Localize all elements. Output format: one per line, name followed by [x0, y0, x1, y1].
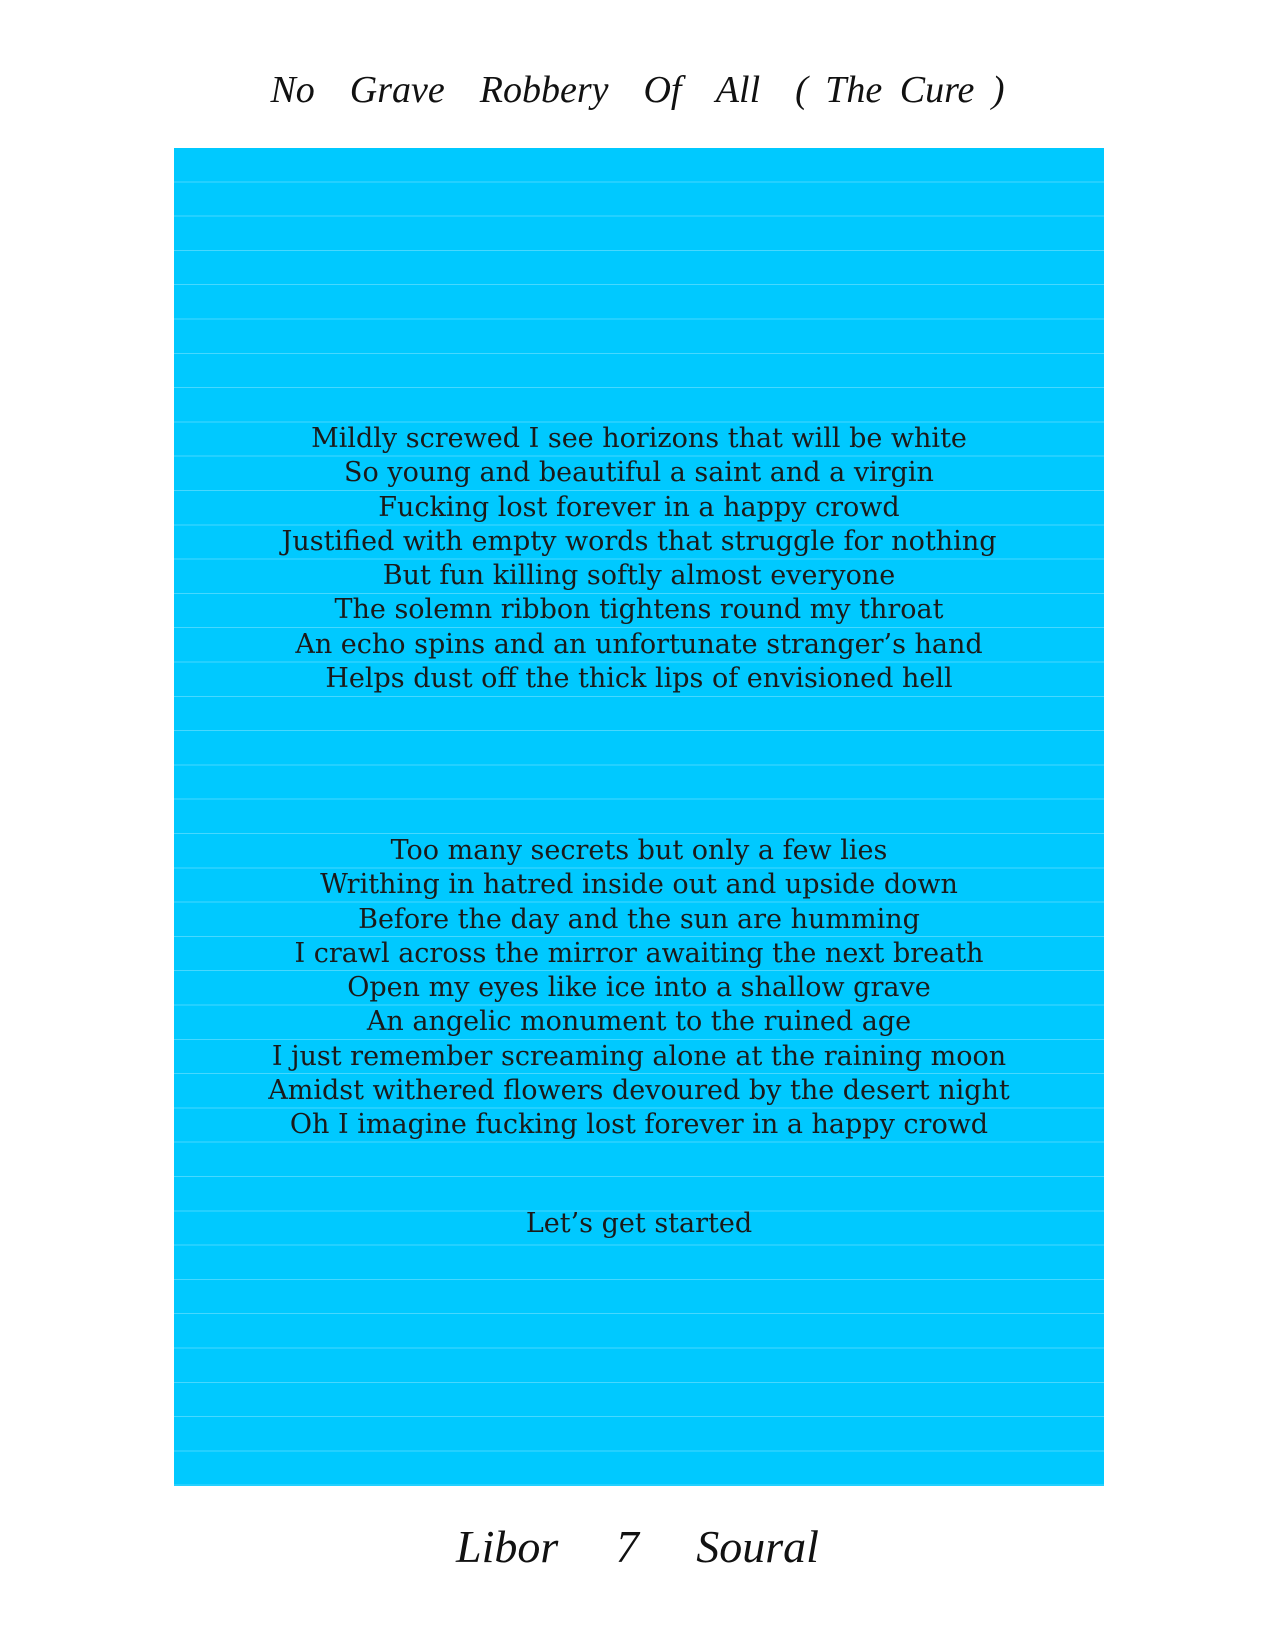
- poem-line: Writhing in hatred inside out and upside down: [320, 869, 958, 901]
- poem-line: I crawl across the mirror awaiting the next breath: [294, 937, 984, 969]
- stanza-2: [174, 834, 1104, 1143]
- poem-line: Fucking lost forever in a happy crowd: [378, 491, 900, 523]
- poem-panel: [174, 148, 1104, 1486]
- poem-line: Helps dust off the thick lips of envisioned hell: [325, 663, 953, 695]
- poem-line: So young and beautiful a saint and a virgin: [344, 457, 934, 489]
- poem-line: An angelic monument to the ruined age: [366, 1006, 912, 1038]
- poem-line: I just remember screaming alone at the raining moon: [271, 1040, 1007, 1072]
- poem-line: An echo spins and an unfortunate stranger’s hand: [295, 628, 983, 660]
- author-footer: Libor 7 Soural: [456, 1521, 819, 1572]
- poem-line: Justified with empty words that struggle for nothing: [281, 525, 997, 557]
- closing-line: Let’s get started: [525, 1208, 753, 1239]
- poem-line: Before the day and the sun are humming: [358, 903, 920, 935]
- poem-line: The solemn ribbon tightens round my throat: [334, 594, 944, 626]
- poem-line: Open my eyes like ice into a shallow grave: [347, 972, 931, 1004]
- page-title: No Grave Robbery Of All ( The Cure ): [270, 69, 1005, 111]
- poem-line: Amidst withered flowers devoured by the desert night: [268, 1075, 1010, 1107]
- stanza-1: [174, 422, 1104, 696]
- poem-line: But fun killing softly almost everyone: [382, 560, 896, 592]
- poem-line: Oh I imagine fucking lost forever in a happy crowd: [289, 1109, 989, 1141]
- poem-line: Mildly screwed I see horizons that will be white: [311, 423, 967, 454]
- poem-line: Too many secrets but only a few lies: [390, 835, 888, 866]
